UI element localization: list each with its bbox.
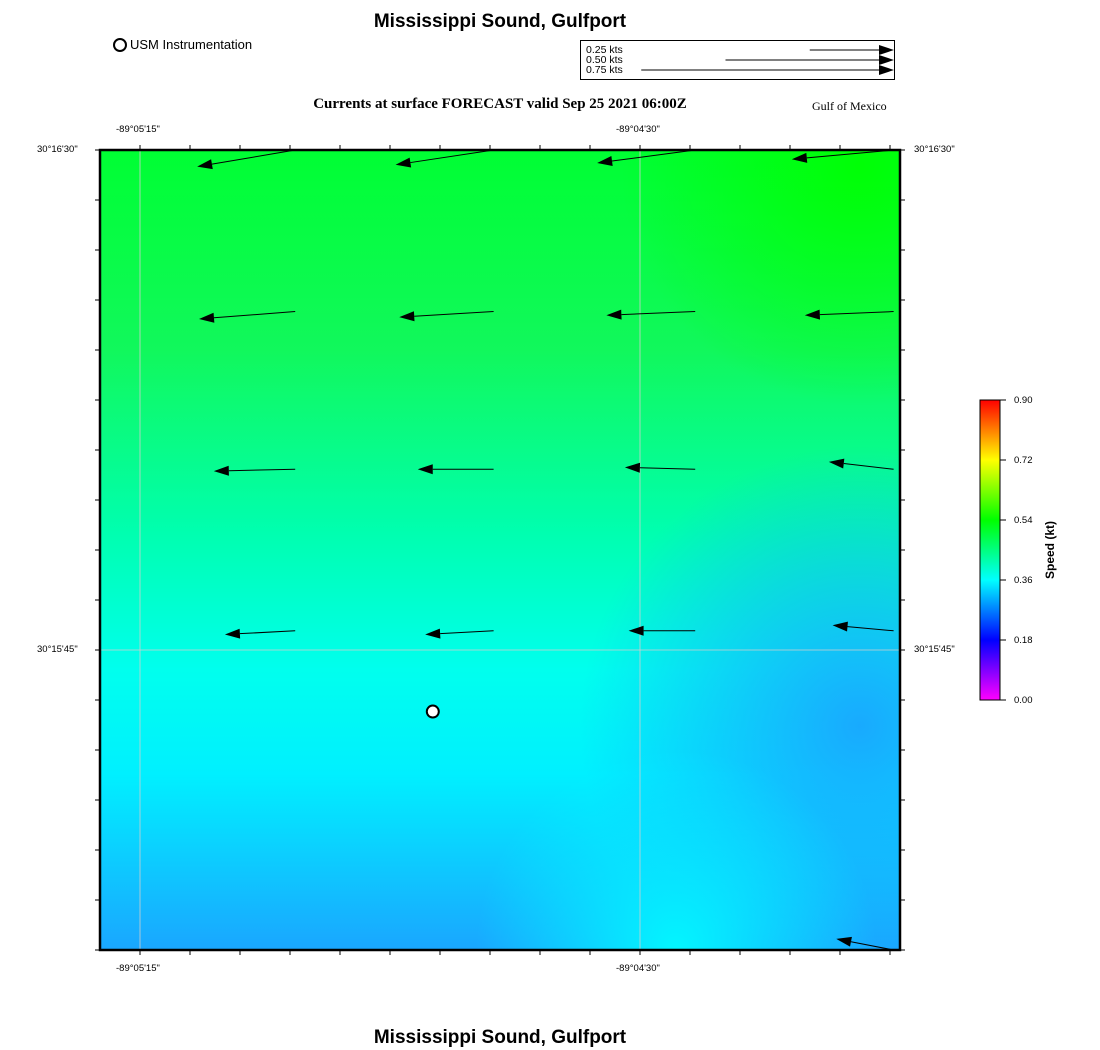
scale-label-050: 0.50 kts (586, 54, 623, 66)
lat-label-left-1: 30°16'30" (37, 144, 78, 155)
lon-label-bottom-2: -89°04'30" (616, 963, 660, 974)
speed-field (100, 150, 900, 950)
forecast-subtitle: Currents at surface FORECAST valid Sep 25 2021 06:00Z (313, 96, 687, 112)
lon-label-bottom-1: -89°05'15" (116, 963, 160, 974)
colorbar-gradient (980, 400, 1000, 700)
circle-marker-icon[interactable] (427, 706, 439, 718)
colorbar-label: Speed (kt) (1043, 520, 1057, 580)
lat-label-left-2: 30°15'45" (37, 644, 78, 655)
map-title-bottom: Mississippi Sound, Gulfport (373, 1027, 627, 1048)
cbar-tick-label: 0.72 (1014, 455, 1033, 466)
lat-label-right-1: 30°16'30" (914, 144, 955, 155)
lon-label-top-2: -89°04'30" (616, 124, 660, 135)
station-marker[interactable] (427, 706, 439, 718)
lat-label-right-2: 30°15'45" (914, 644, 955, 655)
cbar-tick-label: 0.90 (1014, 395, 1033, 406)
cbar-tick-label: 0.00 (1014, 695, 1033, 706)
colorbar-ticks (1000, 400, 1006, 700)
region-label: Gulf of Mexico (812, 99, 887, 113)
map-title-top: Mississippi Sound, Gulfport (373, 11, 627, 32)
lon-label-top-1: -89°05'15" (116, 124, 160, 135)
colorbar (980, 400, 1057, 700)
scale-label-075: 0.75 kts (586, 64, 623, 76)
scale-label-025: 0.25 kts (586, 44, 623, 56)
station-legend-label: USM Instrumentation (130, 37, 253, 52)
cbar-tick-label: 0.54 (1014, 515, 1033, 526)
cbar-tick-label: 0.36 (1014, 575, 1033, 586)
cbar-tick-label: 0.18 (1014, 635, 1033, 646)
